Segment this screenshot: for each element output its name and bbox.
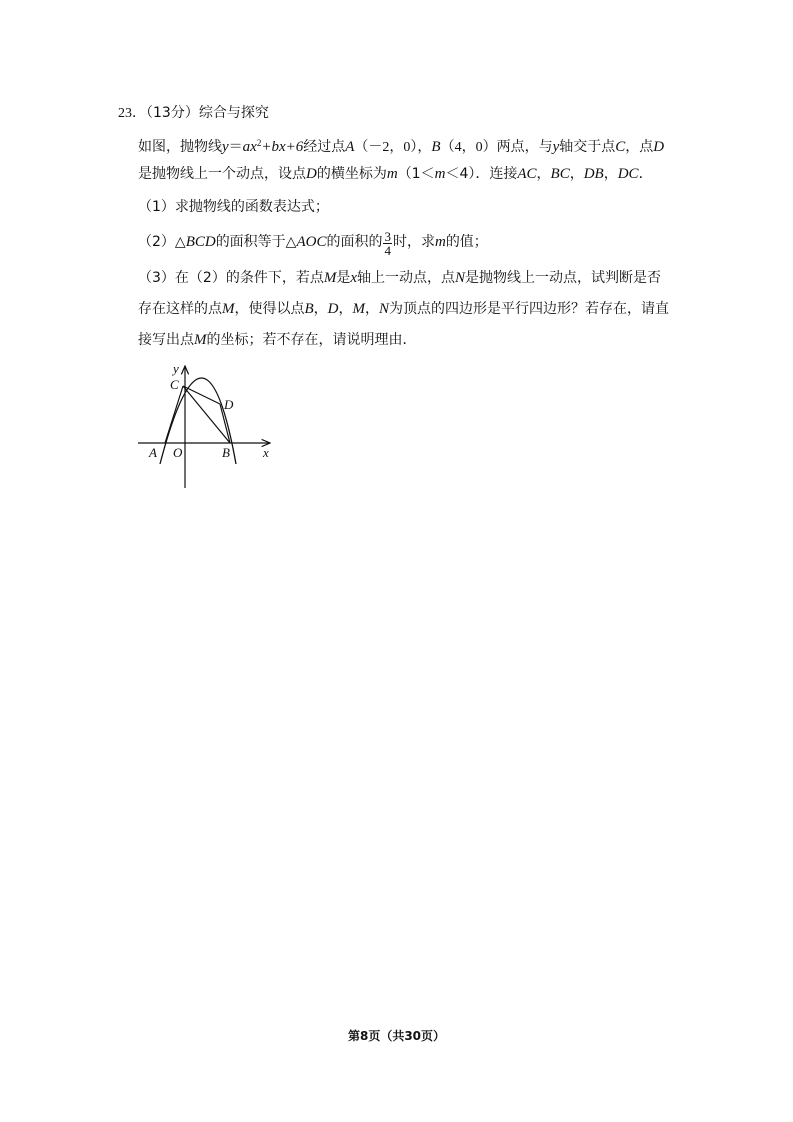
text: 的面积等于△: [215, 234, 297, 250]
var-x: x: [350, 270, 357, 286]
text: ．: [638, 166, 653, 182]
page-footer: 第8页（共30页）: [347, 1029, 446, 1043]
text: ，点: [625, 139, 654, 155]
text: 时，求: [392, 234, 435, 250]
intro-line-2: [138, 165, 653, 183]
text: ，: [569, 166, 584, 182]
text: 存在这样的点: [138, 301, 222, 317]
point-m: M: [323, 270, 337, 286]
label-d: D: [224, 397, 234, 412]
text: 的值；: [445, 234, 488, 250]
text: 是: [336, 270, 351, 286]
segment-ac: AC: [517, 166, 537, 182]
text: 是抛物线上一个动点，设点: [138, 166, 306, 182]
intro-line-1: [138, 134, 664, 157]
question-number: 23．: [118, 106, 146, 121]
part-1: （1）求抛物线的函数表达式；: [138, 199, 329, 215]
var-m: m: [434, 234, 446, 250]
label-y: y: [173, 361, 179, 376]
part-2: [138, 230, 488, 257]
point-m: M: [222, 301, 235, 317]
part-3-line-1: [138, 269, 661, 287]
text: ，: [313, 301, 328, 317]
point-m: M: [194, 332, 207, 348]
text: 如图，抛物线: [138, 139, 222, 155]
point-n: N: [455, 270, 466, 286]
text: ，: [536, 166, 551, 182]
label-a: A: [149, 445, 157, 460]
equals-sign: ＝: [228, 139, 243, 155]
text: 轴交于点: [559, 139, 616, 155]
text: 两点，与: [496, 139, 553, 155]
text: ，使得以点: [234, 301, 305, 317]
part-3-line-2: [138, 300, 669, 318]
text: ，: [338, 301, 353, 317]
text: （3）在（2）的条件下，若点: [138, 270, 324, 286]
text: 为顶点的四边形是平行四边形？若存在，请直: [389, 301, 670, 317]
text: ，: [365, 301, 380, 317]
text: ＜4）．连接: [445, 166, 518, 182]
var-y: y: [552, 139, 560, 155]
text: 的坐标；若不存在，请说明理由．: [206, 332, 417, 348]
fraction-numerator: 3: [384, 229, 391, 244]
equation-rest: +bx+6: [261, 139, 304, 155]
text: ，: [603, 166, 618, 182]
text: 接写出点: [138, 332, 194, 348]
label-o: O: [173, 445, 183, 460]
point-b: B: [304, 301, 314, 317]
coord-a: （－2，0）: [354, 140, 418, 155]
equation-ax: ax: [242, 139, 257, 155]
parabola-figure: [130, 360, 280, 495]
equation-exponent: 2: [256, 138, 262, 148]
text: 轴上一动点，点: [357, 270, 455, 286]
text: （2）△: [138, 234, 186, 250]
triangle-aoc: AOC: [296, 234, 327, 250]
point-b: B: [431, 139, 441, 155]
fraction-denominator: 4: [384, 243, 391, 258]
text: 的横坐标为: [316, 166, 387, 182]
label-b: B: [222, 445, 230, 460]
var-m: m: [434, 166, 446, 182]
question-title: 综合与探究: [198, 105, 269, 121]
text: （1＜: [397, 166, 435, 182]
coord-b: （4，0）: [440, 140, 497, 155]
point-d: D: [306, 166, 317, 182]
segment-bc: BC: [550, 166, 570, 182]
text: ，: [417, 139, 432, 155]
segment-dc: DC: [617, 166, 639, 182]
fraction-three-quarters: [383, 230, 392, 257]
triangle-bcd: BCD: [185, 234, 216, 250]
point-d: D: [653, 139, 665, 155]
label-x: x: [263, 445, 269, 460]
var-m: m: [386, 166, 398, 182]
equation-y: y: [222, 139, 229, 155]
text: 是抛物线上一动点，试判断是否: [465, 270, 662, 286]
point-m: M: [352, 301, 366, 317]
text: 经过点: [303, 139, 346, 155]
label-c: C: [170, 377, 179, 392]
segment-ac: [165, 386, 183, 443]
question-points: （13分）: [146, 105, 199, 121]
point-c: C: [615, 139, 626, 155]
text: 的面积的: [326, 234, 383, 250]
point-n: N: [379, 301, 390, 317]
point-a: A: [345, 139, 355, 155]
question-header: [118, 104, 269, 123]
point-d: D: [327, 301, 339, 317]
part-3-line-3: [138, 331, 417, 349]
segment-db: DB: [583, 166, 604, 182]
